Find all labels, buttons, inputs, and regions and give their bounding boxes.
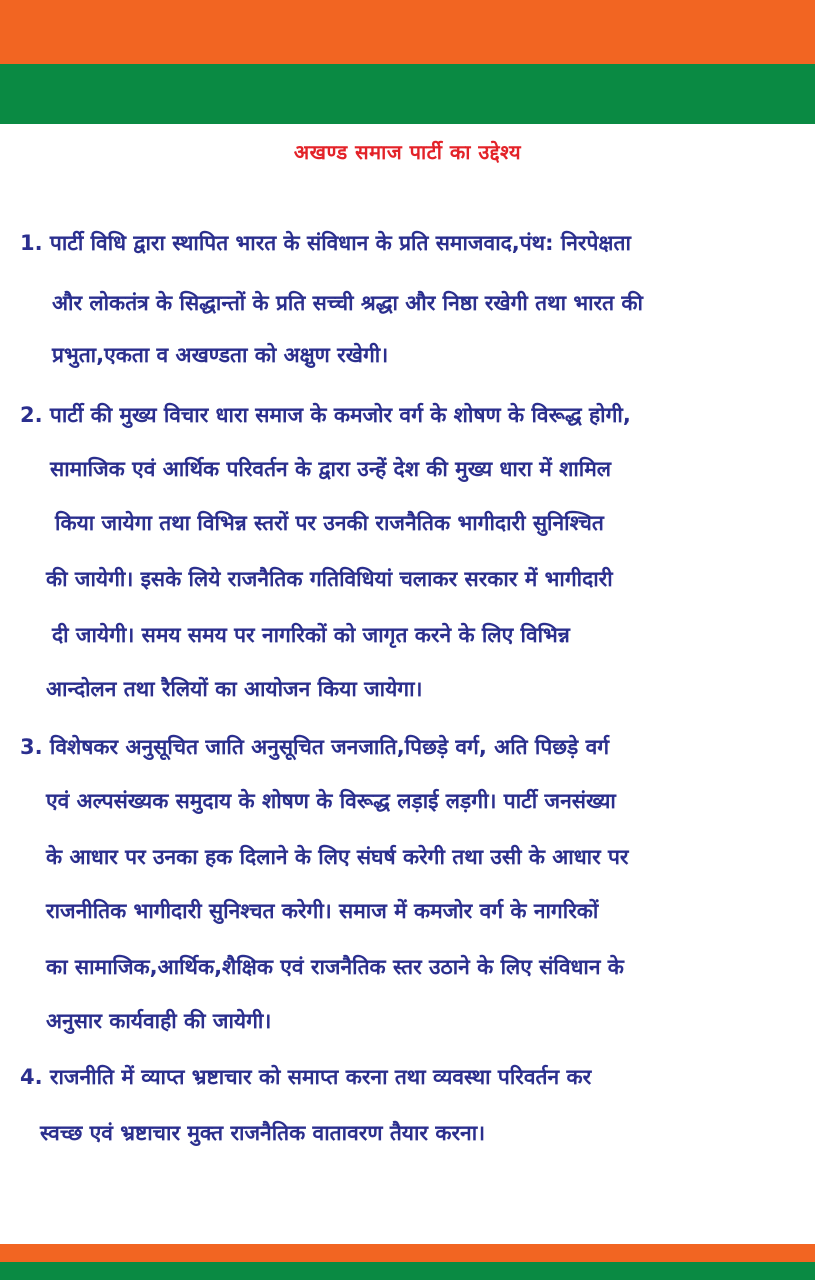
objective-3-line-2: एवं अल्पसंख्यक समुदाय के शोषण के विरूद्ध लड़ाई लड़गी। पार्टी जनसंख्या [46,789,616,813]
objective-1-line-3: प्रभुता,एकता व अखण्डता को अक्षुण रखेगी। [52,343,389,367]
objective-2-line-2: सामाजिक एवं आर्थिक परिवर्तन के द्वारा उन्हें देश की मुख्य धारा में शामिल [50,457,612,481]
objective-2-line-6: आन्दोलन तथा रैलियों का आयोजन किया जायेगा। [46,677,423,701]
objective-3-line-4: राजनीतिक भागीदारी सुनिश्चत करेगी। समाज में कमजोर वर्ग के नागरिकों [46,899,599,923]
objective-3-line-5: का सामाजिक,आर्थिक,शैक्षिक एवं राजनैतिक स्तर उठाने के लिए संविधान के [46,955,624,979]
objective-3-line-6: अनुसार कार्यवाही की जायेगी। [46,1009,272,1033]
objective-2-line-4: की जायेगी। इसके लिये राजनैतिक गतिविधियां चलाकर सरकार में भागीदारी [46,567,613,591]
objective-4-line-1: 4. राजनीति में व्याप्त भ्रष्टाचार को समाप्त करना तथा व्यवस्था परिवर्तन कर [20,1065,592,1089]
objective-3-line-1: 3. विशेषकर अनुसूचित जाति अनुसूचित जनजाति,पिछड़े वर्ग, अति पिछड़े वर्ग [20,735,610,759]
page-title: अखण्ड समाज पार्टी का उद्देश्य [293,140,522,164]
bottom-saffron-band [0,1244,815,1262]
objective-1-line-2: और लोकतंत्र के सिद्धान्तों के प्रति सच्ची श्रद्धा और निष्ठा रखेगी तथा भारत की [52,291,643,315]
top-green-band [0,64,815,124]
objective-4-line-2: स्वच्छ एवं भ्रष्टाचार मुक्त राजनैतिक वातावरण तैयार करना। [40,1121,486,1145]
objective-2-line-3: किया जायेगा तथा विभिन्न स्तरों पर उनकी राजनैतिक भागीदारी सुनिश्चित [55,511,604,535]
bottom-green-band [0,1262,815,1280]
objective-2-line-5: दी जायेगी। समय समय पर नागरिकों को जागृत करने के लिए विभिन्न [52,623,570,647]
top-saffron-band [0,0,815,64]
objective-1-line-1: 1. पार्टी विधि द्वारा स्थापित भारत के संविधान के प्रति समाजवाद,पंथ: निरपेक्षता [20,231,631,255]
objective-2-line-1: 2. पार्टी की मुख्य विचार धारा समाज के कमजोर वर्ग के शोषण के विरूद्ध होगी, [20,403,631,427]
objective-3-line-3: के आधार पर उनका हक दिलाने के लिए संघर्ष करेगी तथा उसी के आधार पर [46,845,629,869]
